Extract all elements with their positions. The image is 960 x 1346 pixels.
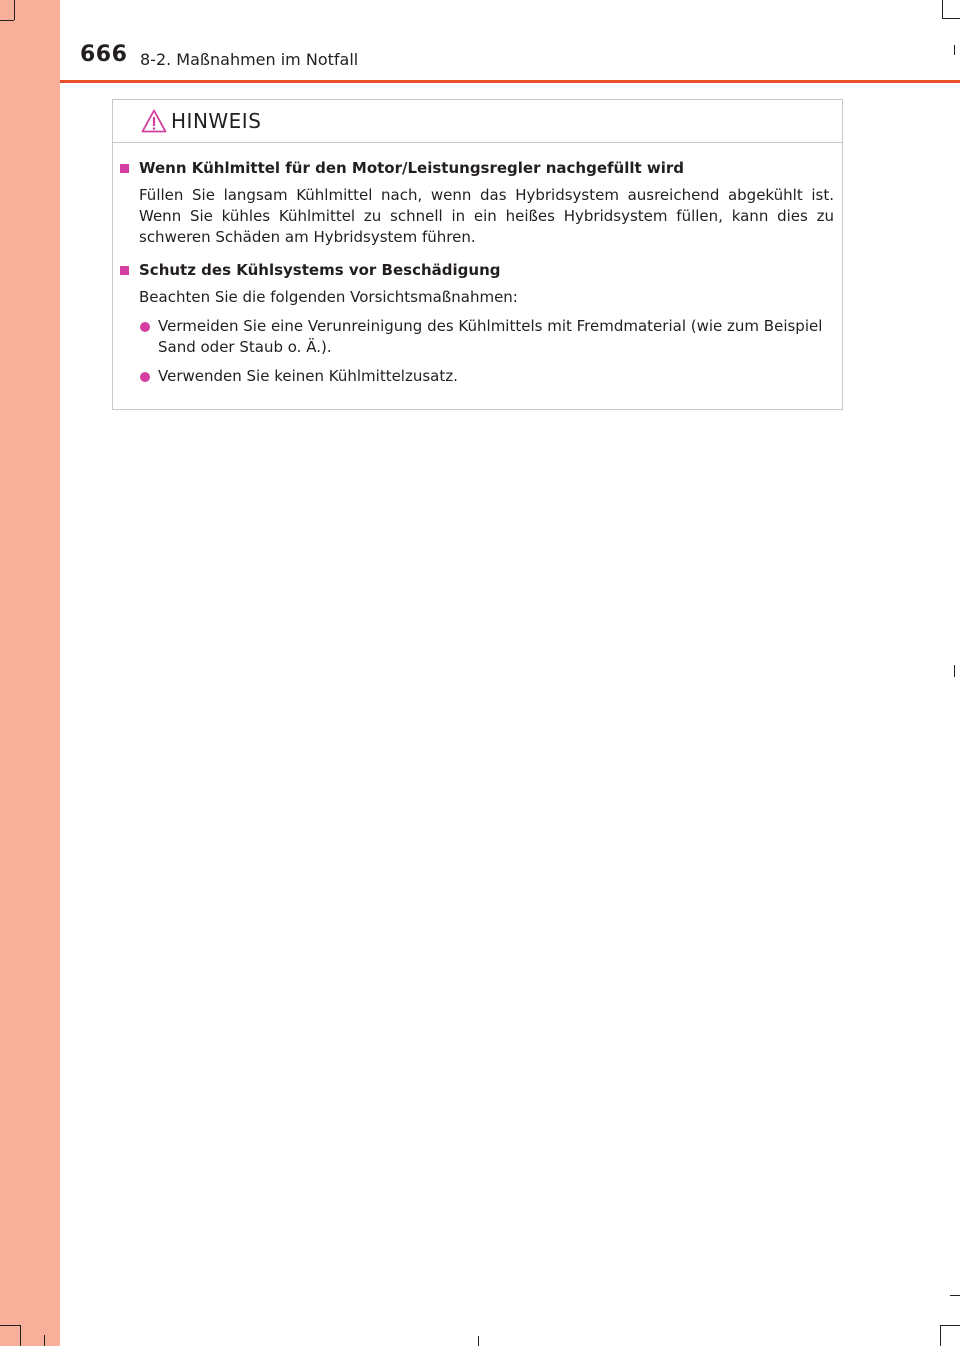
page-number: 666 [80, 42, 128, 67]
list-item: Verwenden Sie keinen Kühlmittelzusatz. [139, 366, 834, 387]
crop-mark [20, 1325, 21, 1346]
crop-mark [942, 0, 943, 18]
section-text: Beachten Sie die folgenden Vorsichtsmaßnahmen: [139, 288, 518, 306]
section-text: Füllen Sie langsam Kühlmittel nach, wenn das Hybridsystem ausreichend abgekühlt ist. Wenn Sie kühles Kühlmittel zu schnell in ein heißes Hybridsystem füllen, kann dies zu schweren Schäden am Hybridsystem führen. [139, 186, 834, 246]
crop-mark [942, 18, 960, 19]
section-coolant-refill [118, 158, 834, 248]
crop-mark [478, 1336, 479, 1346]
round-bullet-icon [140, 322, 150, 332]
crop-mark [940, 1325, 941, 1346]
warning-triangle-icon [141, 109, 167, 133]
section-title: 8-2. Maßnahmen im Notfall [140, 50, 359, 69]
header-rule [60, 80, 960, 83]
crop-mark [14, 0, 15, 20]
notice-header [113, 100, 842, 143]
crop-mark [950, 1295, 960, 1296]
crop-mark [940, 1325, 960, 1326]
list-item: Vermeiden Sie eine Verunreinigung des Kühlmittels mit Fremdmaterial (wie zum Beispiel Sand oder Staub o. Ä.). [139, 316, 834, 358]
round-bullet-icon [140, 372, 150, 382]
section-cooling-protection [118, 260, 834, 387]
notice-box [112, 99, 843, 410]
crop-mark [44, 1335, 45, 1346]
square-bullet-icon [120, 266, 129, 275]
section-heading: Schutz des Kühlsystems vor Beschädigung [139, 261, 501, 279]
square-bullet-icon [120, 164, 129, 173]
side-color-band [0, 0, 60, 1346]
crop-mark [0, 20, 14, 21]
crop-mark [954, 45, 955, 55]
notice-title: HINWEIS [171, 109, 262, 133]
crop-mark [0, 1325, 20, 1326]
section-heading: Wenn Kühlmittel für den Motor/Leistungsregler nachgefüllt wird [139, 159, 685, 177]
crop-mark [954, 665, 955, 677]
